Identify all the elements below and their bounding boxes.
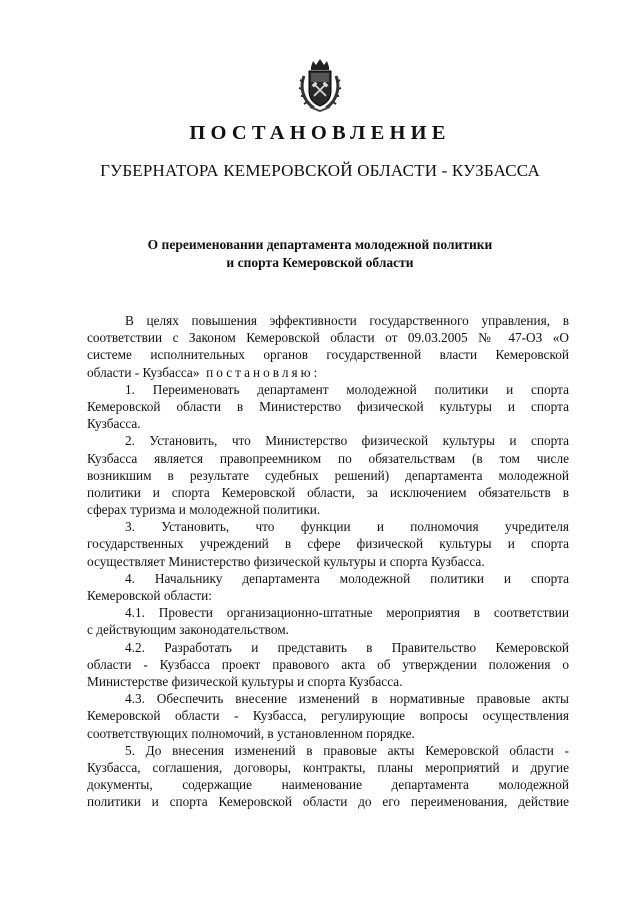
body-line: сферах туризма и молодежной политики. — [87, 502, 321, 518]
body-line: осуществляет Министерство физической культуры и спорта Кузбасса. — [87, 553, 485, 569]
body-line: политики и спорта Кемеровской области, за исключением обязательств в — [87, 484, 569, 500]
body-line: Кузбасса является правопреемником по обязательствам (в том числе — [87, 450, 569, 466]
document-issuer: ГУБЕРНАТОРА КЕМЕРОВСКОЙ ОБЛАСТИ - КУЗБАССА — [100, 161, 540, 180]
resolution-keyword: постановляю: — [206, 364, 321, 380]
body-line — [87, 364, 569, 381]
document-body — [87, 312, 569, 810]
body-line: государственных учреждений в сфере физической культуры и спорта — [87, 536, 569, 552]
body-line: возникшим в результате судебных решений) департамента молодежной — [87, 467, 569, 483]
body-line: В целях повышения эффективности государственного управления, в — [125, 313, 569, 328]
body-line: соответствующих полномочий, в установленном порядке. — [87, 725, 415, 741]
body-line: Министерстве физической культуры и спорта Кузбасса. — [87, 673, 403, 689]
body-line: 4.2. Разработать и представить в Правительство Кемеровской — [125, 639, 569, 655]
body-line: Кемеровской области: — [87, 588, 212, 603]
body-line: Кемеровской области в Министерство физической культуры и спорта — [87, 398, 569, 414]
body-line: 4.1. Провести организационно-штатные мероприятия в соответствии — [125, 605, 569, 621]
coat-of-arms-emblem — [298, 58, 342, 114]
body-line: Кемеровской области - Кузбасса, регулирующие вопросы осуществления — [87, 708, 569, 724]
body-line: политики и спорта Кемеровской области до его переименования, действие — [87, 794, 569, 810]
document-title-line: О переименовании департамента молодежной политики — [147, 237, 493, 252]
body-line: 5. До внесения изменений в правовые акты Кемеровской области - — [125, 742, 569, 758]
body-line: Кузбасса. — [87, 416, 141, 432]
document-title-line: и спорта Кемеровской области — [226, 255, 414, 270]
body-line: с действующим законодательством. — [87, 622, 289, 638]
body-line: 1. Переименовать департамент молодежной политики и спорта — [125, 381, 569, 397]
body-line: документы, содержащие наименование департамента молодежной — [87, 777, 569, 793]
document-title — [0, 236, 640, 272]
body-line: 2. Установить, что Министерство физической культуры и спорта — [125, 433, 569, 449]
body-line: 3. Установить, что функции и полномочия учредителя — [125, 519, 569, 535]
body-line: области - Кузбасса проект правового акта об утверждении положения о — [87, 656, 569, 672]
body-line: Кузбасса, соглашения, договоры, контракты, планы мероприятий и другие — [87, 759, 569, 775]
body-line: системе исполнительных органов государственной власти Кемеровской — [87, 347, 569, 363]
body-line: 4. Начальнику департамента молодежной политики и спорта — [125, 570, 569, 586]
body-line: 4.3. Обеспечить внесение изменений в нормативные правовые акты — [125, 691, 569, 707]
body-line: соответствии с Законом Кемеровской области от 09.03.2005 № 47-ОЗ «О — [87, 330, 569, 346]
document-type-heading: ПОСТАНОВЛЕНИЕ — [189, 122, 451, 144]
body-text-fragment: области - Кузбасса» — [87, 364, 200, 380]
